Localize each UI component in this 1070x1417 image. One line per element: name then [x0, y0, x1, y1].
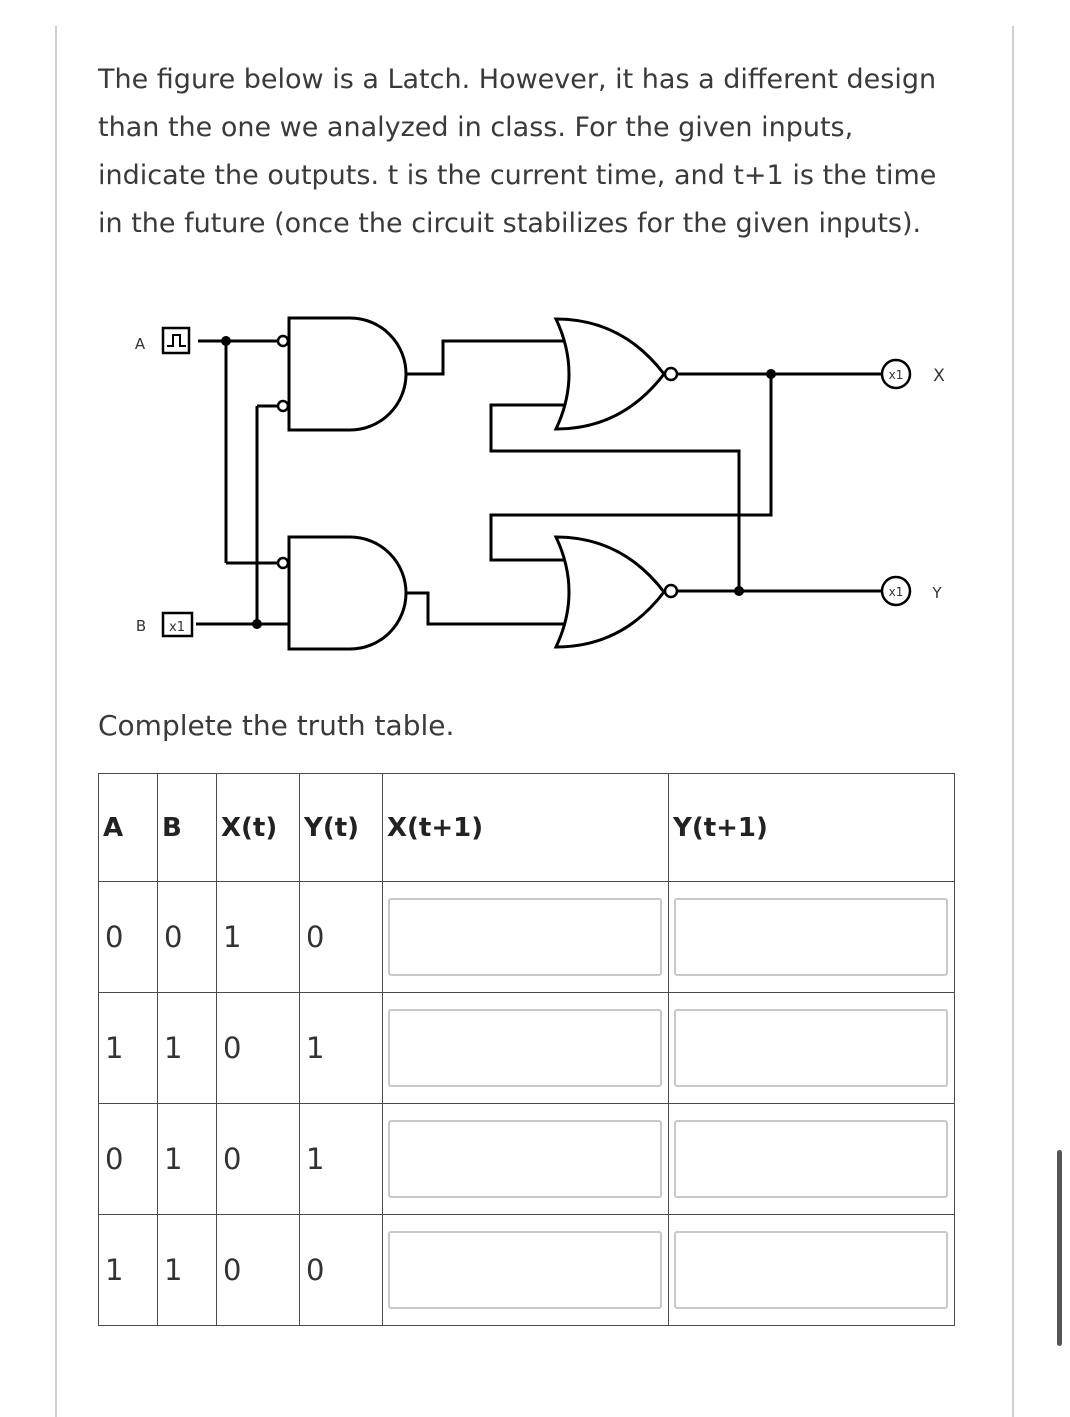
cell-x-t1: [383, 1104, 669, 1215]
cell-y-t1: [669, 1104, 955, 1215]
cell-a: 1: [99, 1215, 158, 1326]
input-b-label: B: [135, 617, 147, 635]
x-t1-input-row-4[interactable]: [388, 1231, 662, 1309]
truth-table: [98, 773, 955, 1326]
table-header-row: [99, 774, 955, 882]
cell-a: 0: [99, 1104, 158, 1215]
nor-gate-bottom: [556, 537, 664, 647]
scrollbar[interactable]: [1056, 1150, 1064, 1346]
cell-y-t: 0: [300, 1215, 383, 1326]
cell-y-t: 0: [300, 882, 383, 993]
cell-x-t: 0: [217, 1104, 300, 1215]
cell-b: 1: [158, 993, 217, 1104]
and-gate-top: [289, 318, 406, 430]
cell-x-t1: [383, 993, 669, 1104]
right-page-border: [1012, 26, 1014, 1417]
output-x-label: X: [933, 366, 945, 386]
x-t1-input-row-3[interactable]: [388, 1120, 662, 1198]
x-t1-input-row-1[interactable]: [388, 898, 662, 976]
header-x-t: X(t): [217, 774, 300, 882]
cell-x-t: 1: [217, 882, 300, 993]
cell-b: 1: [158, 1215, 217, 1326]
header-y-t: Y(t): [300, 774, 383, 882]
input-a-label: A: [134, 335, 146, 353]
scrollbar-thumb[interactable]: [1057, 1150, 1062, 1346]
y-t1-input-row-1[interactable]: [674, 898, 948, 976]
cell-y-t1: [669, 993, 955, 1104]
output-y-label: Y: [932, 584, 942, 602]
and-gate-bottom: [289, 537, 406, 649]
cell-y-t1: [669, 1215, 955, 1326]
cell-y-t: 1: [300, 993, 383, 1104]
cell-b: 1: [158, 1104, 217, 1215]
cell-b: 0: [158, 882, 217, 993]
header-y-t1: Y(t+1): [669, 774, 955, 882]
input-b-value: x1: [169, 620, 185, 635]
cell-x-t1: [383, 1215, 669, 1326]
cell-x-t: 0: [217, 993, 300, 1104]
cell-a: 0: [99, 882, 158, 993]
header-x-t1: X(t+1): [383, 774, 669, 882]
input-a-pulse-box[interactable]: [163, 328, 189, 353]
question-text: The figure below is a Latch. However, it has a different design than the one we analyzed in class. For the given inputs, indicate the outputs. t is the current time, and t+1 is the time in the future (once the circuit stabilizes for the given inputs).: [98, 64, 937, 239]
table-row: [99, 1215, 955, 1326]
cell-x-t1: [383, 882, 669, 993]
cell-x-t: 0: [217, 1215, 300, 1326]
table-row: [99, 993, 955, 1104]
header-a: A: [99, 774, 158, 882]
table-row: [99, 1104, 955, 1215]
output-x-probe-value: x1: [888, 368, 904, 382]
x-t1-input-row-2[interactable]: [388, 1009, 662, 1087]
cell-y-t1: [669, 882, 955, 993]
cell-a: 1: [99, 993, 158, 1104]
left-page-border: [55, 26, 57, 1417]
table-row: [99, 882, 955, 993]
y-t1-input-row-2[interactable]: [674, 1009, 948, 1087]
table-prompt: Complete the truth table.: [98, 709, 455, 742]
y-t1-input-row-4[interactable]: [674, 1231, 948, 1309]
cell-y-t: 1: [300, 1104, 383, 1215]
output-y-probe-value: x1: [888, 585, 904, 599]
y-t1-input-row-3[interactable]: [674, 1120, 948, 1198]
header-b: B: [158, 774, 217, 882]
nor-gate-top: [556, 319, 664, 429]
latch-circuit-diagram: [100, 300, 960, 660]
